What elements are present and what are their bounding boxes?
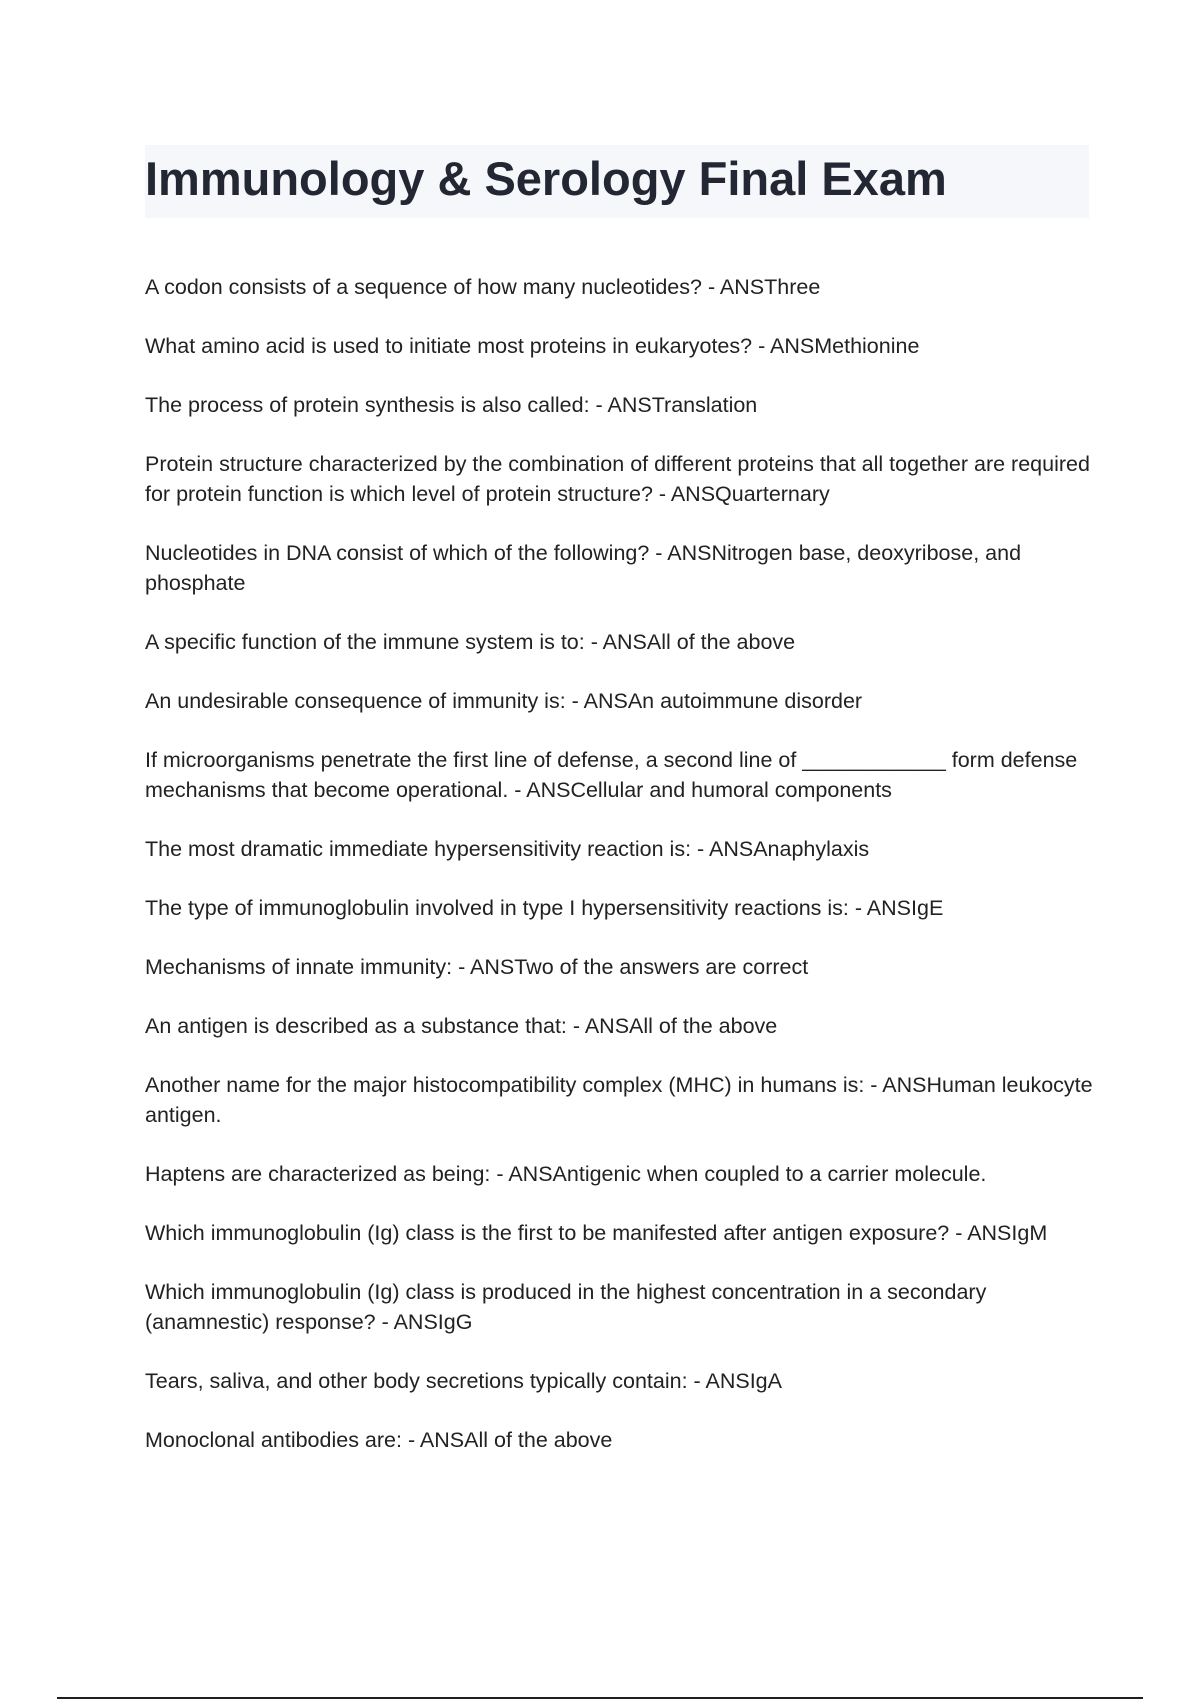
separator: - — [452, 955, 471, 979]
question-text: If microorganisms penetrate the first line of defense, a second line of ____________ form defense mechanisms that become operational. — [145, 748, 1078, 802]
answer-text: Two of the answers are correct — [514, 955, 809, 979]
qa-list — [145, 272, 1095, 1484]
separator: - — [375, 1310, 394, 1334]
answer-prefix: ANS — [584, 1014, 630, 1038]
answer-text: IgG — [437, 1310, 473, 1334]
separator: - — [687, 1369, 706, 1393]
qa-item — [145, 1366, 1095, 1396]
answer-prefix: ANS — [470, 955, 515, 979]
qa-item — [145, 834, 1095, 864]
separator: - — [701, 275, 720, 299]
answer-prefix: ANS — [583, 689, 628, 713]
answer-prefix: ANS — [526, 778, 571, 802]
separator: - — [649, 541, 668, 565]
qa-item — [145, 893, 1095, 923]
question-text: Which immunoglobulin (Ig) class is the first to be manifested after antigen exposure? — [145, 1221, 950, 1245]
qa-item — [145, 1218, 1095, 1248]
answer-text: Three — [764, 275, 821, 299]
answer-text: Anaphylaxis — [753, 837, 870, 861]
question-text: Which immunoglobulin (Ig) class is produced in the highest concentration in a secondary (anamnestic) response? — [145, 1280, 987, 1334]
qa-item — [145, 952, 1095, 982]
qa-item — [145, 627, 1095, 657]
separator: - — [949, 1221, 968, 1245]
answer-text: Cellular and humoral components — [570, 778, 892, 802]
qa-item — [145, 1070, 1095, 1130]
answer-text: An autoimmune disorder — [627, 689, 863, 713]
answer-text: Antigenic when coupled to a carrier molecule. — [552, 1162, 987, 1186]
separator: - — [565, 689, 584, 713]
answer-prefix: ANS — [508, 1162, 553, 1186]
separator: - — [508, 778, 527, 802]
separator: - — [566, 1014, 585, 1038]
separator: - — [691, 837, 709, 861]
footer-rule — [57, 1697, 1143, 1699]
question-text: Mechanisms of innate immunity: — [145, 955, 453, 979]
answer-text: Human leukocyte antigen. — [145, 1073, 1093, 1127]
qa-item — [145, 449, 1095, 509]
qa-item — [145, 745, 1095, 805]
answer-text: IgM — [1011, 1221, 1048, 1245]
answer-prefix: ANS — [607, 393, 652, 417]
answer-prefix: ANS — [708, 837, 754, 861]
qa-item — [145, 1277, 1095, 1337]
qa-item — [145, 1011, 1095, 1041]
question-text: What amino acid is used to initiate most proteins in eukaryotes? — [145, 334, 753, 358]
question-text: The most dramatic immediate hypersensitivity reaction is: — [145, 837, 692, 861]
answer-prefix: ANS — [667, 541, 712, 565]
qa-item — [145, 331, 1095, 361]
answer-prefix: ANS — [393, 1310, 438, 1334]
qa-item — [145, 1159, 1095, 1189]
question-text: A specific function of the immune system is to: — [145, 630, 585, 654]
separator: - — [589, 393, 608, 417]
answer-text: All of the above — [646, 630, 796, 654]
separator: - — [401, 1428, 420, 1452]
answer-text: Methionine — [814, 334, 920, 358]
answer-prefix: ANS — [419, 1428, 465, 1452]
answer-prefix: ANS — [705, 1369, 750, 1393]
question-text: The process of protein synthesis is also called: — [145, 393, 590, 417]
qa-item — [145, 390, 1095, 420]
answer-text: All of the above — [464, 1428, 613, 1452]
question-text: Another name for the major histocompatibility complex (MHC) in humans is: — [145, 1073, 865, 1097]
separator: - — [752, 334, 771, 358]
qa-item — [145, 272, 1095, 302]
qa-item — [145, 1425, 1095, 1455]
question-text: Nucleotides in DNA consist of which of the following? — [145, 541, 650, 565]
answer-prefix: ANS — [670, 482, 716, 506]
answer-prefix: ANS — [719, 275, 765, 299]
separator: - — [652, 482, 671, 506]
question-text: Protein structure characterized by the combination of different proteins that all together are required for protein function is which level of protein structure? — [145, 452, 1090, 506]
separator: - — [490, 1162, 509, 1186]
qa-item — [145, 686, 1095, 716]
question-text: Haptens are characterized as being: — [145, 1162, 491, 1186]
separator: - — [864, 1073, 883, 1097]
answer-prefix: ANS — [770, 334, 815, 358]
answer-text: IgA — [749, 1369, 782, 1393]
qa-item — [145, 538, 1095, 598]
answer-prefix: ANS — [866, 896, 912, 920]
separator: - — [584, 630, 603, 654]
answer-text: All of the above — [629, 1014, 778, 1038]
question-text: The type of immunoglobulin involved in type I hypersensitivity reactions is: — [145, 896, 849, 920]
separator: - — [848, 896, 867, 920]
question-text: A codon consists of a sequence of how many nucleotides? — [145, 275, 702, 299]
answer-prefix: ANS — [882, 1073, 927, 1097]
answer-text: Nitrogen base, deoxyribose, and phosphate — [145, 541, 1022, 595]
answer-text: Quarternary — [715, 482, 830, 506]
question-text: Monoclonal antibodies are: — [145, 1428, 402, 1452]
page-title: Immunology & Serology Final Exam — [145, 152, 947, 205]
answer-prefix: ANS — [602, 630, 647, 654]
answer-text: IgE — [911, 896, 944, 920]
title-banner — [145, 145, 1089, 218]
answer-text: Translation — [651, 393, 758, 417]
answer-prefix: ANS — [967, 1221, 1012, 1245]
question-text: An undesirable consequence of immunity is: — [145, 689, 566, 713]
question-text: Tears, saliva, and other body secretions typically contain: — [145, 1369, 688, 1393]
question-text: An antigen is described as a substance that: — [145, 1014, 567, 1038]
